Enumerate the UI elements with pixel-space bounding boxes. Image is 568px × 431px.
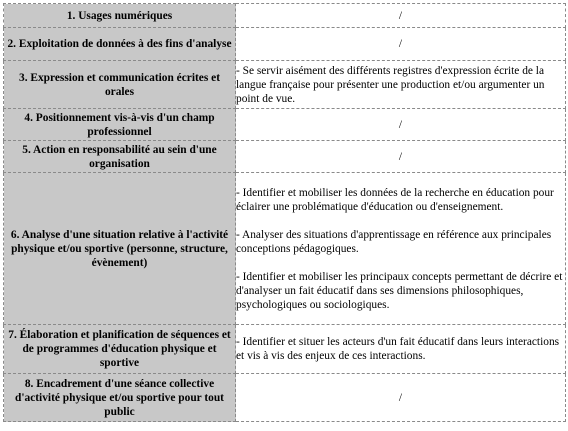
row-label: 4. Positionnement vis-à-vis d'un champ professionnel (4, 109, 236, 141)
list-item: - Identifier et mobiliser les données de la recherche en éducation pour éclairer une problématique d'éducation ou d'enseignement. (236, 186, 554, 213)
list-item: - Identifier et situer les acteurs d'un fait éducatif dans leurs interactions et vis à vis des enjeux de ces interactions. (236, 336, 560, 362)
table-row (4, 61, 566, 109)
row-label: 8. Encadrement d'une séance collective d'activité physique et/ou sportive pour tout public (4, 374, 236, 422)
list-item: - Identifier et mobiliser les principaux concepts permettant de décrire et d'analyser un fait éducatif dans ses dimensions philosophiques, psychologiques ou sociologiques. (236, 270, 563, 311)
row-label: 2. Exploitation de données à des fins d'analyse (4, 28, 236, 61)
row-label: 7. Élaboration et planification de séquences et de programmes d'éducation physique et sportive (4, 325, 236, 374)
row-content: / (236, 109, 566, 141)
row-label: 3. Expression et communication écrites et orales (4, 61, 236, 109)
row-label: 1. Usages numériques (4, 4, 236, 28)
row-content: / (236, 141, 566, 173)
row-content: / (236, 4, 566, 28)
table-row (4, 4, 566, 28)
row-content (236, 61, 566, 109)
row-content (236, 173, 566, 325)
competences-table (3, 3, 566, 422)
table-row (4, 325, 566, 374)
row-content: / (236, 28, 566, 61)
list-item: - Se servir aisément des différents registres d'expression écrite de la langue française pour présenter une production et/ou argumenter un point de vue. (236, 64, 545, 105)
table-row (4, 374, 566, 422)
row-content: / (236, 374, 566, 422)
table-row (4, 109, 566, 141)
table-row (4, 173, 566, 325)
row-content (236, 325, 566, 374)
table-row (4, 141, 566, 173)
row-label: 6. Analyse d'une situation relative à l'activité physique et/ou sportive (personne, structure, évènement) (4, 173, 236, 325)
row-label: 5. Action en responsabilité au sein d'une organisation (4, 141, 236, 173)
table-row (4, 28, 566, 61)
list-item: - Analyser des situations d'apprentissage en référence aux principales conceptions pédagogiques. (236, 228, 552, 255)
